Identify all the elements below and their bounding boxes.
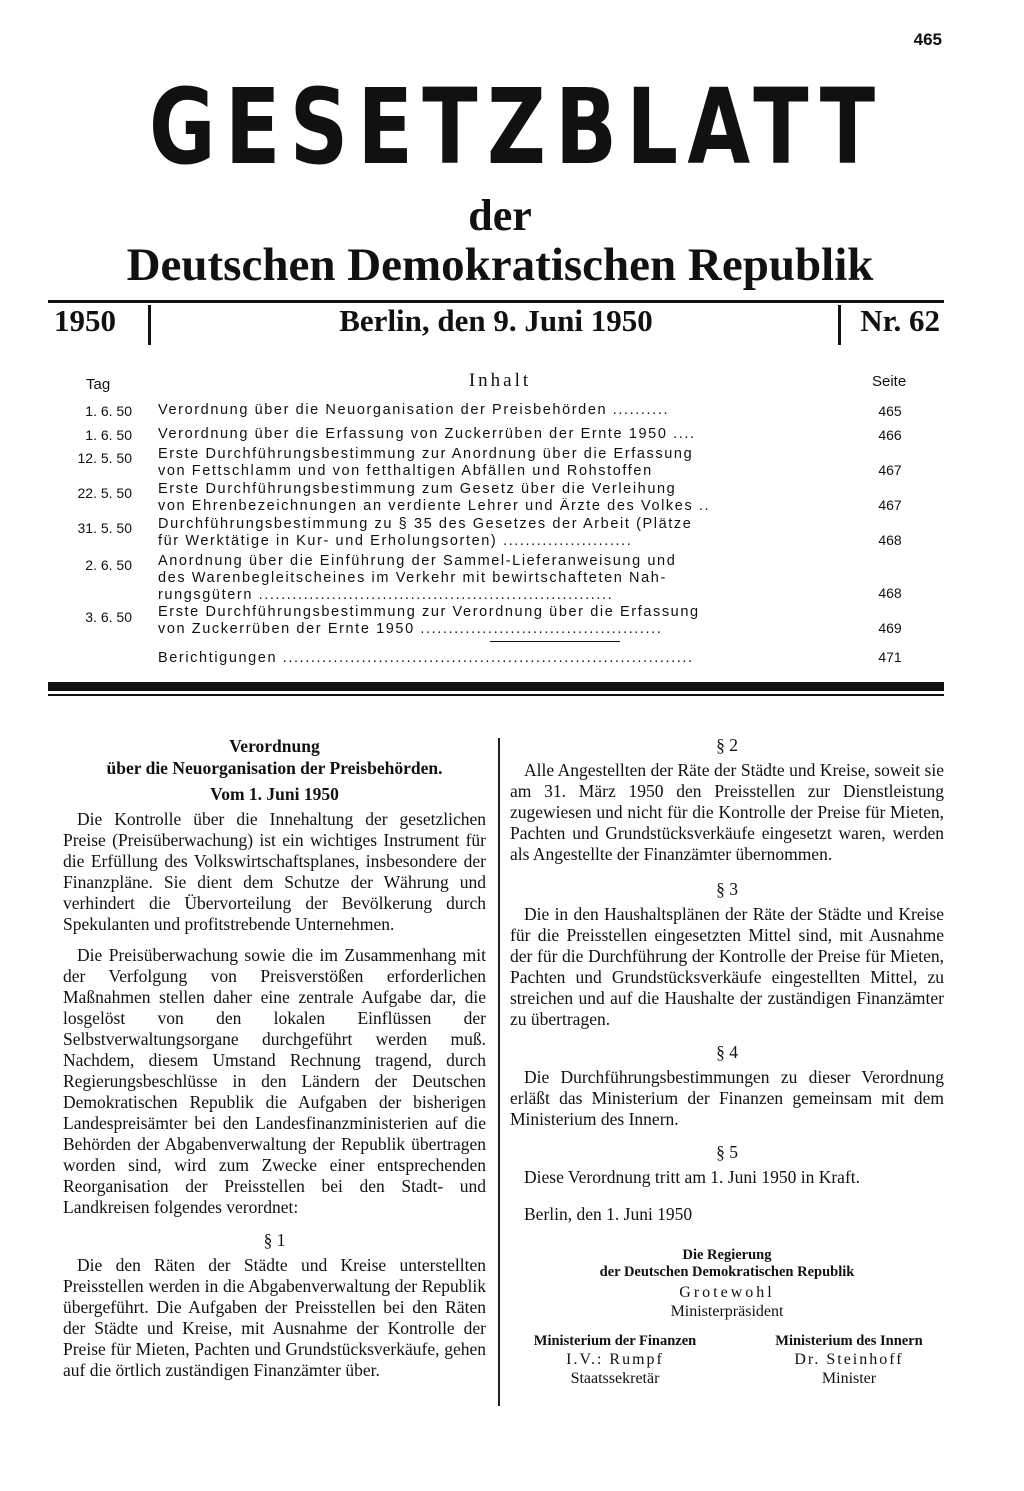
section-4-heading: § 4 — [716, 1042, 738, 1062]
toc-entry-line: Anordnung über die Einführung der Sammel-Lieferanweisung und — [158, 553, 677, 569]
toc-col-date: Tag — [86, 376, 111, 393]
header-divider-right — [838, 305, 841, 345]
issue-year: 1950 — [54, 303, 116, 338]
ordinance-title-1: Verordnung — [229, 736, 320, 756]
issue-number: Nr. 62 — [860, 303, 940, 338]
toc-entry-page: 468 — [878, 585, 902, 601]
masthead-republic: Deutschen Demokratischen Republik — [126, 239, 874, 291]
ordinance-title-2: über die Neuorganisation der Preisbehörden. — [106, 758, 443, 778]
toc-entry-date: 31. 5. 50 — [77, 520, 132, 536]
section-rule-thin — [48, 694, 944, 696]
section-3-heading: § 3 — [716, 879, 738, 899]
section-2-heading: § 2 — [716, 735, 738, 755]
toc-title: Inhalt — [468, 370, 532, 391]
toc-entry-line: für Werktätige in Kur- und Erholungsorten) ....................... — [158, 533, 633, 549]
interior-ministry: Ministerium des Innern — [775, 1333, 923, 1349]
column-divider — [498, 738, 500, 1406]
ministers-row — [510, 1333, 944, 1388]
toc-entry-line: rungsgütern ............................................................... — [158, 587, 614, 603]
left-column — [63, 735, 486, 1381]
signature-block — [510, 1247, 944, 1388]
toc-separator — [490, 641, 620, 642]
header-divider-left — [148, 305, 151, 345]
toc-entry-line: von Ehrenbezeichnungen an verdiente Lehrer und Ärzte des Volkes .. — [158, 498, 711, 514]
toc-entry-line: Verordnung über die Neuorganisation der Preisbehörden .......... — [158, 402, 670, 418]
toc-entry-page: 469 — [878, 620, 902, 636]
toc-entry-date: 2. 6. 50 — [85, 557, 132, 573]
interior-signatory-title: Minister — [821, 1370, 877, 1387]
section-1-heading: § 1 — [263, 1230, 286, 1250]
toc-entry-date: 22. 5. 50 — [77, 485, 132, 501]
place-date: Berlin, den 1. Juni 1950 — [524, 1204, 693, 1224]
toc-entry-line: Erste Durchführungsbestimmung zum Gesetz über die Verleihung — [158, 481, 677, 497]
toc-entry-line: Durchführungsbestimmung zu § 35 des Gesetzes der Arbeit (Plätze — [158, 516, 693, 532]
page-number: 465 — [913, 30, 942, 49]
section-4-text: Die Durchführungsbestimmungen zu dieser Verordnung erläßt das Ministerium der Finanzen gemeinsam mit dem Ministerium des Innern. — [510, 1067, 944, 1129]
toc-entry-line: von Zuckerrüben der Ernte 1950 ........................................... — [158, 621, 663, 637]
section-rule-thick — [48, 682, 944, 691]
finance-signatory: I.V.: Rumpf — [566, 1351, 664, 1368]
issue-dateline: Berlin, den 9. Juni 1950 — [339, 303, 653, 338]
preamble-para-2: Die Preisüberwachung sowie die im Zusammenhang mit der Verfolgung von Preisverstößen erforderlichen Maßnahmen stellen daher eine zentrale Aufgabe dar, die losgelöst von den lokalen Einflüssen der Selbstverwaltungsorgane durchgeführt werden muß. Nachdem, diesem Umstand Rechnung tragend, durch Regierungsbeschlüsse in den Ländern der Deutschen Demokratischen Republik die Aufgaben der bisherigen Landespreisämter bei den Landesfinanzministerien auf die Behörden der Abgabenverwaltung der Republik übertragen worden sind, wird zum Zwecke einer entsprechenden Reorganisation der Preisstellen bei den Stadt- und Landkreisen folgendes verordnet: — [63, 945, 486, 1217]
section-2-text: Alle Angestellten der Räte der Städte und Kreise, soweit sie am 31. März 1950 den Preisstellen zur Dienstleistung zugewiesen und nicht für die Kontrolle der Preise für Mieten, Pachten und Grundstücksverkäufe eingesetzt waren, werden als Angestellte der Finanzämter übernommen. — [510, 760, 944, 864]
toc-entry-date: 1. 6. 50 — [85, 403, 132, 419]
toc-entry-line: Berichtigungen ......................................................................... — [158, 650, 694, 666]
ordinance-date: Vom 1. Juni 1950 — [210, 784, 339, 804]
section-3-text: Die in den Haushaltsplänen der Räte der Städte und Kreise für die Preisstellen eingesetzten Mittel sind, mit Ausnahme der für die Durchführung der Kontrolle der Preise für Mieten, Pachten und Grundstücksverkäufe eingestellten Mittel, zu streichen und auf die Haushalte der zuständigen Finanzämter zu übertragen. — [510, 904, 944, 1029]
toc-entry-line: Verordnung über die Erfassung von Zuckerrüben der Ernte 1950 .... — [158, 426, 696, 442]
finance-ministry: Ministerium der Finanzen — [533, 1333, 697, 1349]
toc-entry-line: des Warenbegleitscheines im Verkehr mit bewirtschafteten Nah- — [158, 570, 667, 586]
finance-signature — [510, 1333, 720, 1388]
toc-entry-date: 1. 6. 50 — [85, 427, 132, 443]
interior-signatory: Dr. Steinhoff — [794, 1351, 904, 1368]
masthead-der: der — [468, 191, 532, 240]
toc-entry-page: 465 — [878, 403, 902, 419]
toc-entry-line: Erste Durchführungsbestimmung zur Verordnung über die Erfassung — [158, 604, 700, 620]
section-5-text: Diese Verordnung tritt am 1. Juni 1950 in Kraft. — [524, 1167, 861, 1187]
section-5-heading: § 5 — [716, 1142, 738, 1162]
section-1-text: Die den Räten der Städte und Kreise unterstellten Preisstellen werden in die Abgabenverwaltung der Republik übergeführt. Die Aufgaben der Preisstellen bei den Räten der Städte und Kreise, mit Ausnahme der Kontrolle der Preise für Mieten, Pachten und Grundstücksverkäufe, gehen auf die örtlich zuständigen Finanzämter über. — [63, 1255, 486, 1380]
right-column — [510, 735, 944, 1388]
toc-col-page: Seite — [872, 373, 907, 390]
toc-entry-page: 467 — [878, 497, 902, 513]
toc-entry-page: 468 — [878, 532, 902, 548]
toc-entry-page: 471 — [878, 649, 902, 665]
preamble-para-1: Die Kontrolle über die Innehaltung der gesetzlichen Preise (Preisüberwachung) ist ein wichtiges Instrument für die Erfüllung des Volkswirtschaftsplanes, insbesondere der Finanzpläne. Sie dient dem Schutze der Währung und verhindert die Übervorteilung der Bevölkerung durch Spekulanten und profitstrebende Unternehmen. — [63, 809, 486, 934]
finance-signatory-title: Staatssekretär — [570, 1370, 660, 1387]
toc-entry-page: 467 — [878, 462, 902, 478]
government-line-2: der Deutschen Demokratischen Republik — [599, 1264, 855, 1280]
masthead-title: GESETZBLATT — [149, 66, 885, 188]
issue-header — [48, 303, 944, 347]
pm-title: Ministerpräsident — [670, 1303, 784, 1320]
toc-entry-date: 3. 6. 50 — [85, 609, 132, 625]
toc-entry-page: 466 — [878, 427, 902, 443]
interior-signature — [754, 1333, 944, 1388]
government-line-1: Die Regierung — [682, 1247, 772, 1263]
toc-entry-line: von Fettschlamm und von fetthaltigen Abfällen und Rohstoffen — [158, 463, 653, 479]
toc-entry-line: Erste Durchführungsbestimmung zur Anordnung über die Erfassung — [158, 446, 694, 462]
pm-name: Grotewohl — [679, 1284, 775, 1301]
toc-entry-date: 12. 5. 50 — [77, 450, 132, 466]
